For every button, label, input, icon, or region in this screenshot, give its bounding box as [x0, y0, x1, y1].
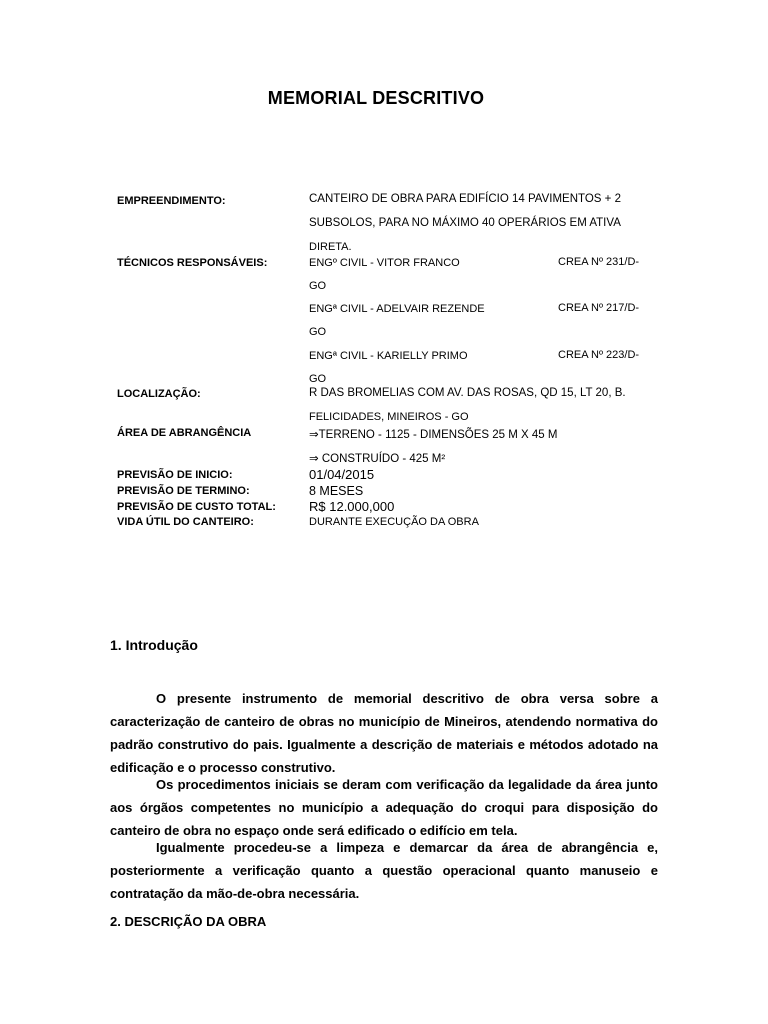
inicio-label: PREVISÃO DE INICIO:	[117, 469, 233, 481]
area-terreno: ⇒TERRENO - 1125 - DIMENSÕES 25 M X 45 M	[309, 429, 558, 441]
custo-value: R$ 12.000,000	[309, 499, 395, 514]
section-heading-introducao: 1. Introdução	[110, 637, 198, 653]
localizacao-line1: R DAS BROMELIAS COM AV. DAS ROSAS, QD 15, LT 20, B.	[309, 387, 626, 399]
tecnico-crea: CREA Nº 217/D-	[558, 302, 640, 314]
localizacao-line2: FELICIDADES, MINEIROS - GO	[309, 411, 469, 423]
tecnico-crea: CREA Nº 231/D-	[558, 256, 640, 268]
section-heading-descricao: 2. DESCRIÇÃO DA OBRA	[110, 914, 267, 929]
tecnico-crea-suffix: GO	[309, 373, 327, 385]
paragraph-text: Igualmente procedeu-se a limpeza e demarcar da área de abrangência e, posteriormente a verificação quanto a questão operacional quanto manuseio e contratação da mão-de-obra necessária.	[110, 840, 658, 901]
paragraph	[110, 773, 658, 842]
empreendimento-line3: DIRETA.	[309, 241, 352, 253]
localizacao-label: LOCALIZAÇÃO:	[117, 388, 201, 400]
area-label: ÁREA DE ABRANGÊNCIA	[117, 427, 252, 439]
vida-value: DURANTE EXECUÇÃO DA OBRA	[309, 516, 479, 528]
area-construido: ⇒ CONSTRUÍDO - 425 M²	[309, 453, 446, 465]
termino-value: 8 MESES	[309, 484, 364, 498]
tecnico-crea-suffix: GO	[309, 326, 327, 338]
vida-label: VIDA ÚTIL DO CANTEIRO:	[117, 516, 254, 528]
paragraph	[110, 836, 658, 905]
empreendimento-label: EMPREENDIMENTO:	[117, 195, 226, 207]
tecnico-crea-suffix: GO	[309, 280, 327, 292]
tecnicos-label: TÉCNICOS RESPONSÁVEIS:	[117, 257, 268, 269]
paragraph	[110, 687, 658, 779]
tecnico-crea: CREA Nº 223/D-	[558, 349, 640, 361]
paragraph-text: O presente instrumento de memorial descritivo de obra versa sobre a caracterização de canteiro de obras no município de Mineiros, atendendo normativa do padrão construtivo do pais. Igualmente a descrição de materiais e métodos adotado na edificação e o processo construtivo.	[110, 691, 658, 775]
paragraph-text: Os procedimentos iniciais se deram com verificação da legalidade da área junto aos órgãos competentes no município a adequação do croqui para disposição do canteiro de obra no espaço onde será edificado o edifício em tela.	[110, 777, 658, 838]
inicio-value: 01/04/2015	[309, 467, 375, 482]
tecnico-name: ENGº CIVIL - VITOR FRANCO	[309, 257, 460, 269]
tecnico-name: ENGª CIVIL - ADELVAIR REZENDE	[309, 303, 485, 315]
custo-label: PREVISÃO DE CUSTO TOTAL:	[117, 501, 276, 513]
empreendimento-line2: SUBSOLOS, PARA NO MÁXIMO 40 OPERÁRIOS EM ATIVA	[309, 217, 621, 229]
tecnico-name: ENGª CIVIL - KARIELLY PRIMO	[309, 350, 468, 362]
termino-label: PREVISÃO DE TERMINO:	[117, 485, 250, 497]
document-title: MEMORIAL DESCRITIVO	[267, 88, 485, 108]
empreendimento-line1: CANTEIRO DE OBRA PARA EDIFÍCIO 14 PAVIMENTOS + 2	[309, 193, 621, 205]
